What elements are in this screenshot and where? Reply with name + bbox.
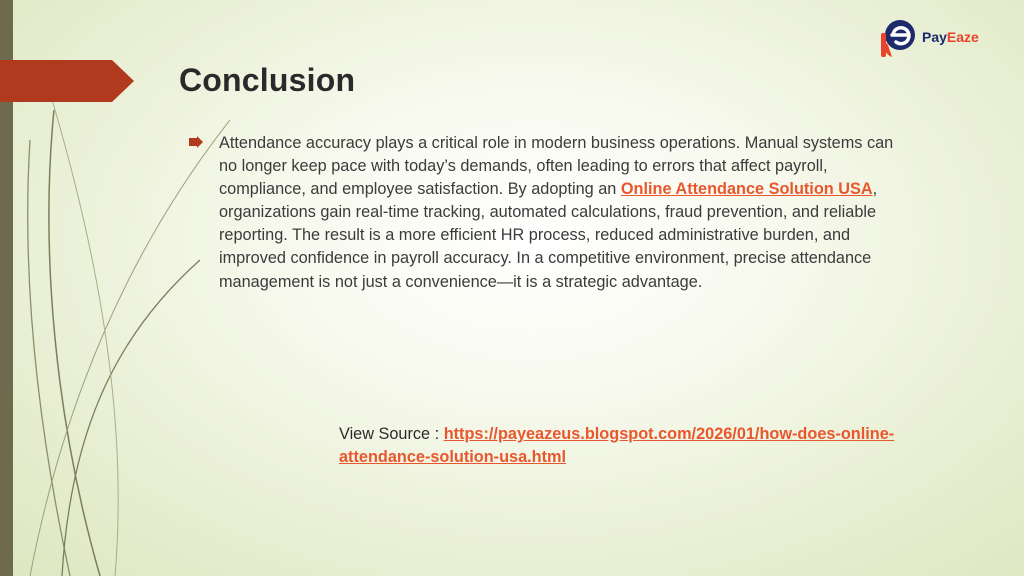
paragraph-text-before: Attendance accuracy plays a critical role in modern business operations. Manual systems can no longer keep pace with today’s demands, often leading to errors that affect payroll, compliance, and employee satisfaction. By adopting an <box>219 134 894 199</box>
view-source-label: View Source : <box>339 425 444 443</box>
conclusion-paragraph <box>219 132 909 294</box>
logo-text-accent: Eaze <box>946 29 979 45</box>
title-arrow-shape <box>0 60 134 102</box>
bullet-item <box>189 132 909 294</box>
view-source-link[interactable]: https://payeazeus.blogspot.com/2026/01/how-does-online-attendance-solution-usa.html <box>339 425 895 466</box>
payeaze-logo-text <box>922 29 979 45</box>
payeaze-logo <box>876 14 996 60</box>
logo-text-main: Pay <box>922 29 947 45</box>
view-source-line <box>339 423 959 469</box>
payeaze-logo-icon <box>876 15 920 59</box>
online-attendance-solution-link[interactable]: Online Attendance Solution USA <box>620 180 873 199</box>
paragraph-text-after: , organizations gain real-time tracking, automated calculations, fraud prevention, and reliable reporting. The result is a more efficient HR process, reduced administrative burden, and improved confidence in payroll accuracy. In a competitive environment, precise attendance management is not just a convenience—it is a strategic advantage. <box>219 180 878 291</box>
arrow-bullet-icon <box>189 136 203 148</box>
slide-title: Conclusion <box>179 62 356 98</box>
